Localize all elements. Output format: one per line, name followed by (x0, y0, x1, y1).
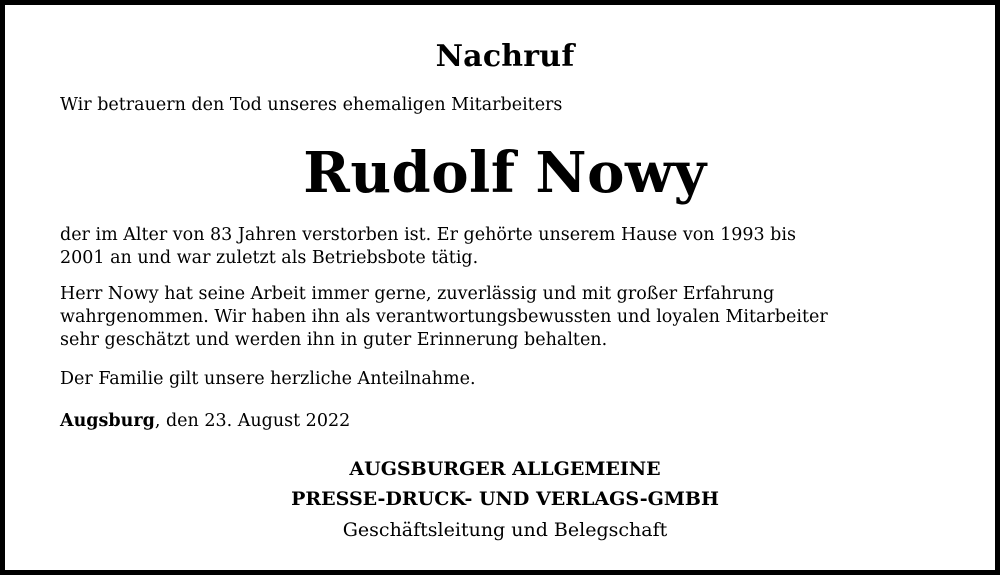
date: , den 23. August 2022 (154, 411, 351, 431)
signatories: Geschäftsleitung und Belegschaft (342, 519, 668, 541)
paragraph-line: Herr Nowy hat seine Arbeit immer gerne, zuverlässig und mit großer Erfahrung (60, 284, 775, 304)
place: Augsburg (60, 411, 155, 431)
paragraph-line: wahrgenommen. Wir haben ihn als verantwortungsbewussten und loyalen Mitarbeiter (60, 307, 828, 327)
deceased-name: Rudolf Nowy (303, 140, 707, 206)
company-name-line2: PRESSE-DRUCK- UND VERLAGS-GMBH (291, 488, 719, 510)
paragraph-line: sehr geschätzt und werden ihn in guter Erinnerung behalten. (60, 330, 608, 350)
company-name-line1: AUGSBURGER ALLGEMEINE (349, 458, 661, 480)
paragraph-condolence: Der Familie gilt unsere herzliche Anteilnahme. (60, 369, 476, 389)
paragraph-line: der im Alter von 83 Jahren verstorben ist. Er gehörte unserem Hause von 1993 bis (60, 225, 796, 245)
notice-title: Nachruf (435, 39, 575, 74)
paragraph-line: 2001 an und war zuletzt als Betriebsbote tätig. (60, 248, 479, 268)
paragraph-tribute (60, 283, 828, 352)
place-and-date (60, 411, 350, 431)
intro-text: Wir betrauern den Tod unseres ehemaligen Mitarbeiters (60, 95, 563, 115)
paragraph-career (60, 224, 796, 270)
